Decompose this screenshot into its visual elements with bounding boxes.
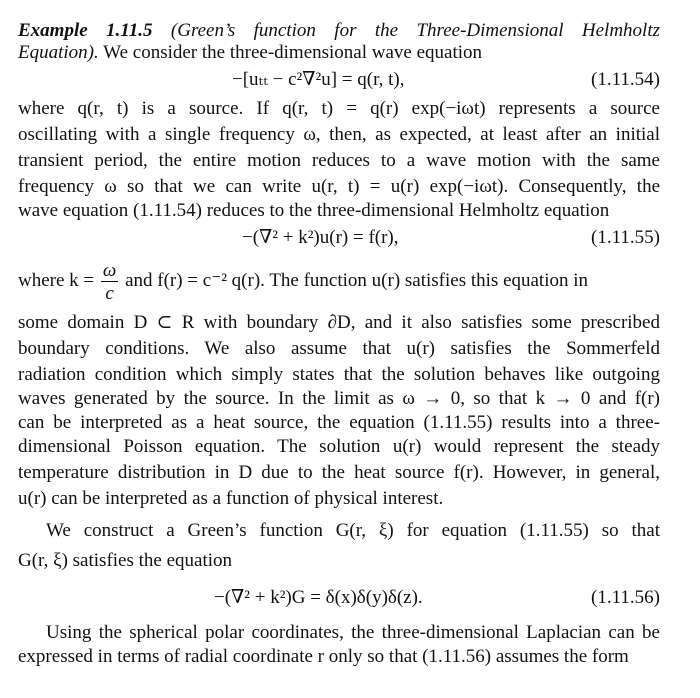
equation-number-1-11-55: (1.11.55) [591,227,660,248]
paragraph3-line1: We construct a Green’s function G(r, ξ) for equation (1.11.55) so that [46,520,660,541]
example-label: Example 1.11.5 [18,20,153,41]
paragraph2-line5: waves generated by the source. In the limit as ω → 0, so that k → 0 and f(r) [18,388,660,409]
paragraph1-line4: frequency ω so that we can write u(r, t) = u(r) exp(−iωt). Consequently, the [18,176,660,197]
paragraph2-line3: boundary conditions. We also assume that u(r) satisfies the Sommerfeld [18,338,660,359]
example-title-part1: (Green’s function for the Three-Dimensional Helmholtz [170,20,660,41]
paragraph2-line7: dimensional Poisson equation. The solution u(r) would represent the steady [18,436,660,457]
paragraph3-line2: G(r, ξ) satisfies the equation [18,550,233,571]
paragraph1-line5: wave equation (1.11.54) reduces to the three-dimensional Helmholtz equation [18,200,610,221]
paragraph4-line1: Using the spherical polar coordinates, the three-dimensional Laplacian can be [46,622,660,643]
paragraph2-line1-pre: where k = [18,270,95,291]
equation-1-11-56: −(∇² + k²)G = δ(x)δ(y)δ(z). [214,587,423,608]
paragraph4-line2: expressed in terms of radial coordinate r only so that (1.11.56) assumes the form [18,646,629,667]
equation-1-11-54: −[uₜₜ − c²∇²u] = q(r, t), [232,69,405,90]
equation-1-11-55: −(∇² + k²)u(r) = f(r), [242,227,399,248]
fraction-numerator: ω [102,259,117,281]
paragraph2-line8: temperature distribution in D due to the heat source f(r). However, in general, [18,462,660,483]
equation-number-1-11-56: (1.11.56) [591,587,660,608]
paragraph1-line3: transient period, the entire motion reduces to a wave motion with the same [18,150,660,171]
paragraph2-line4: radiation condition which simply states that the solution behaves like outgoing [18,364,660,385]
example-heading-line-2 [18,40,660,66]
paragraph2-line6: can be interpreted as a heat source, the equation (1.11.55) results into a three- [18,412,660,433]
fraction-omega-over-c [101,261,118,303]
paragraph2-line9: u(r) can be interpreted as a function of physical interest. [18,488,444,509]
paragraph2-line1 [18,256,660,306]
example-title-part2: Equation). [18,42,99,63]
paragraph1-line2: oscillating with a single frequency ω, then, as expected, at least after an initial [18,124,660,145]
equation-number-1-11-54: (1.11.54) [591,69,660,90]
paragraph2-line1-post: and f(r) = c⁻² q(r). The function u(r) satisfies this equation in [125,270,589,291]
paragraph2-line2: some domain D ⊂ R with boundary ∂D, and it also satisfies some prescribed [18,312,660,333]
paragraph1-line1: where q(r, t) is a source. If q(r, t) = q(r) exp(−iωt) represents a source [18,98,660,119]
example-intro-text: We consider the three-dimensional wave equation [103,42,483,63]
fraction-denominator: c [105,282,114,304]
